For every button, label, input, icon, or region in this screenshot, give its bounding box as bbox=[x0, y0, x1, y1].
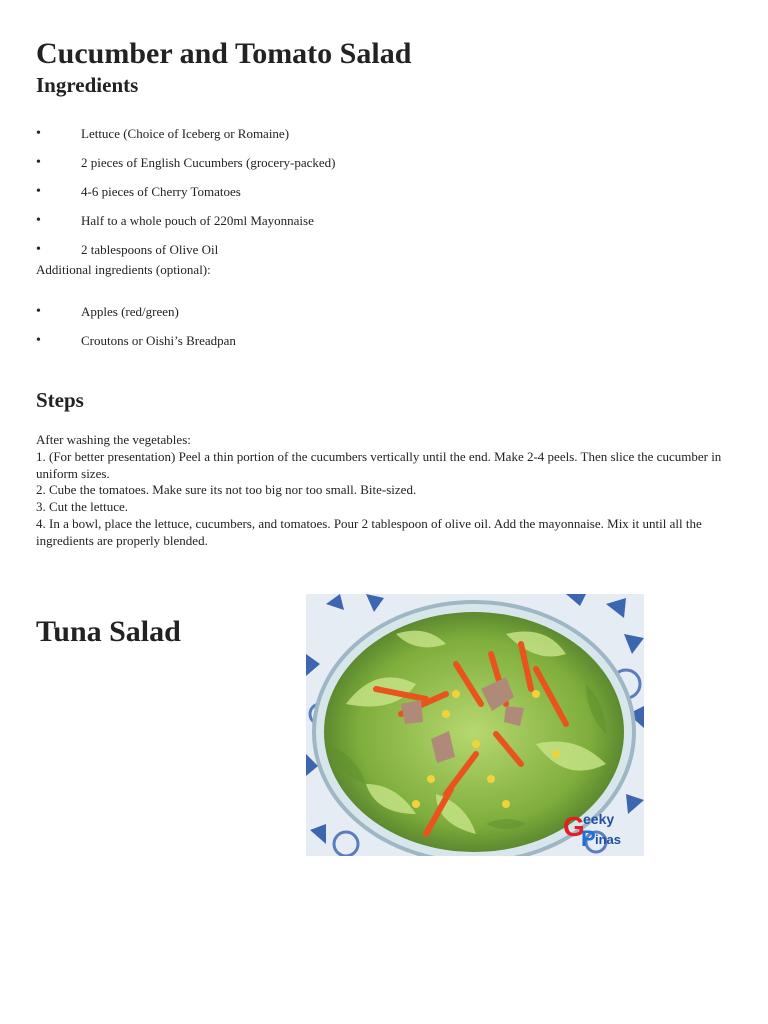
ingredient-text: Croutons or Oishi’s Breadpan bbox=[81, 333, 236, 348]
bullet-icon: • bbox=[36, 213, 41, 228]
bullet-icon: • bbox=[36, 333, 41, 348]
ingredient-text: Lettuce (Choice of Iceberg or Romaine) bbox=[81, 126, 290, 141]
steps-heading: Steps bbox=[36, 388, 84, 412]
recipe-title: Cucumber and Tomato Salad bbox=[36, 37, 412, 70]
bullet-icon: • bbox=[36, 155, 41, 170]
svg-text:P: P bbox=[581, 826, 596, 850]
geeky-pinas-logo bbox=[563, 808, 639, 850]
ingredient-text: Half to a whole pouch of 220ml Mayonnaise bbox=[81, 213, 314, 228]
svg-text:G: G bbox=[563, 811, 585, 842]
bullet-icon: • bbox=[36, 126, 41, 141]
additional-ingredients-label: Additional ingredients (optional): bbox=[36, 262, 211, 277]
svg-text:inas: inas bbox=[595, 832, 622, 847]
steps-intro: After washing the vegetables: bbox=[36, 432, 191, 447]
step-2: 2. Cube the tomatoes. Make sure its not too big nor too small. Bite-sized. bbox=[36, 482, 417, 498]
tuna-salad-title: Tuna Salad bbox=[36, 615, 181, 648]
step-1: 1. (For better presentation) Peel a thin portion of the cucumbers vertically until the end. Make 2-4 peels. Then slice the cucumber in uniform sizes. bbox=[36, 448, 722, 481]
ingredient-text: 4-6 pieces of Cherry Tomatoes bbox=[81, 184, 241, 199]
bullet-icon: • bbox=[36, 184, 41, 199]
svg-text:eeky: eeky bbox=[583, 811, 615, 827]
ingredient-text: Apples (red/green) bbox=[81, 304, 179, 319]
step-4: 4. In a bowl, place the lettuce, cucumbers, and tomatoes. Pour 2 tablespoon of olive oil. Add the mayonnaise. Mix it until all the ingredients are properly blended. bbox=[36, 515, 702, 548]
ingredient-text: 2 tablespoons of Olive Oil bbox=[81, 242, 219, 257]
bullet-icon: • bbox=[36, 304, 41, 319]
ingredient-text: 2 pieces of English Cucumbers (grocery-packed) bbox=[81, 155, 336, 170]
tuna-salad-photo bbox=[306, 594, 644, 856]
step-3: 3. Cut the lettuce. bbox=[36, 499, 129, 515]
steps-text bbox=[36, 432, 736, 550]
ingredients-heading: Ingredients bbox=[36, 73, 139, 97]
bullet-icon: • bbox=[36, 242, 41, 257]
